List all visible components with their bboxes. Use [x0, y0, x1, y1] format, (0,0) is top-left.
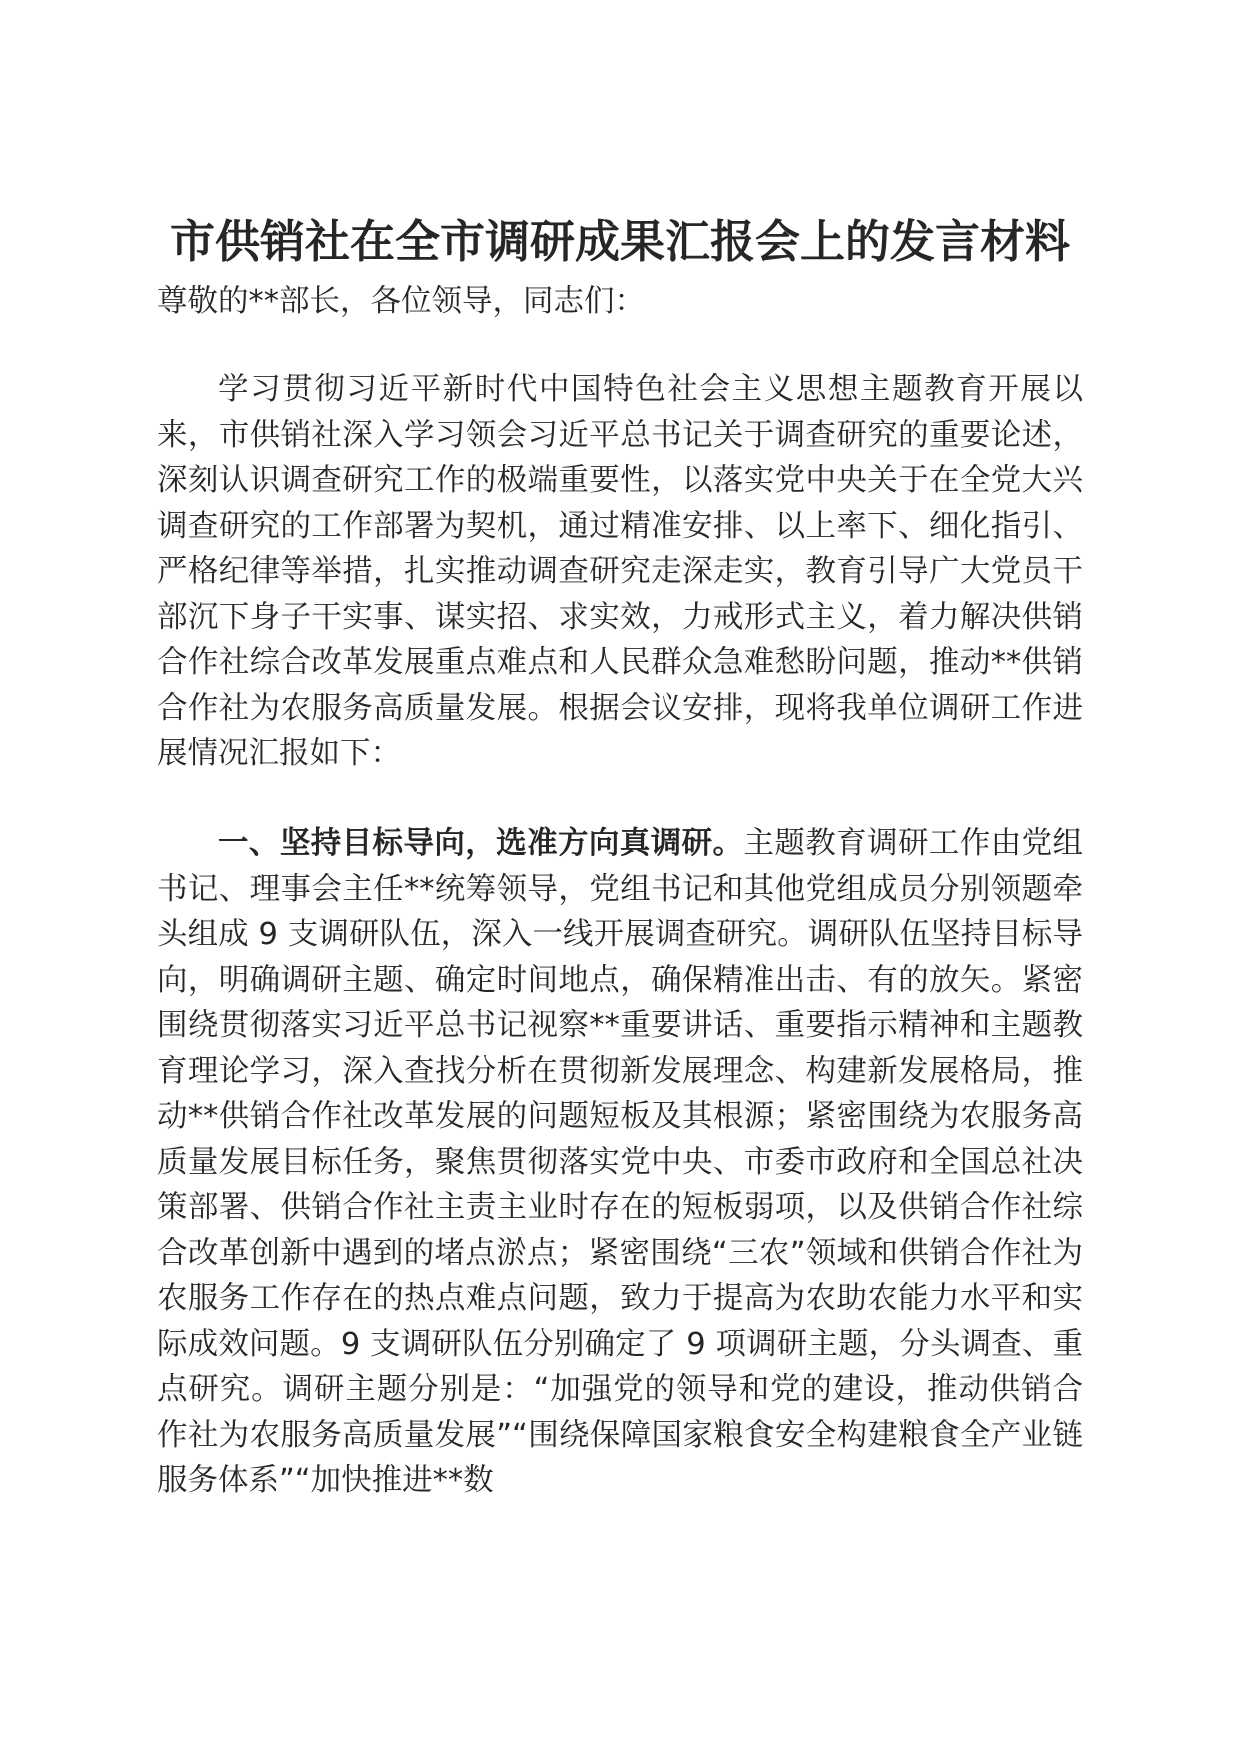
section-one-heading: 一、坚持目标导向，选准方向真调研。: [218, 826, 744, 861]
document-page: [157, 0, 1083, 1754]
intro-paragraph: 学习贯彻习近平新时代中国特色社会主义思想主题教育开展以来，市供销社深入学习领会习近平总书记关于调查研究的重要论述，深刻认识调查研究工作的极端重要性，以落实党中央关于在全党大兴调查研究的工作部署为契机，通过精准安排、以上率下、细化指引、严格纪律等举措，扎实推动调查研究走深走实，教育引导广大党员干部沉下身子干实事、谋实招、求实效，力戒形式主义，着力解决供销合作社综合改革发展重点难点和人民群众急难愁盼问题，推动**供销合作社为农服务高质量发展。根据会议安排，现将我单位调研工作进展情况汇报如下：: [157, 372, 1083, 771]
section-one-paragraph: [157, 821, 1083, 1504]
document-title: 市供销社在全市调研成果汇报会上的发言材料: [169, 215, 1070, 268]
section-one-body: 主题教育调研工作由党组书记、理事会主任**统筹领导，党组书记和其他党组成员分别领题牵头组成 9 支调研队伍，深入一线开展调查研究。调研队伍坚持目标导向，明确调研主题、确定时间地点，确保精准出击、有的放矢。紧密围绕贯彻落实习近平总书记视察**重要讲话、重要指示精神和主题教育理论学习，深入查找分析在贯彻新发展理念、构建新发展格局，推动**供销合作社改革发展的问题短板及其根源；紧密围绕为农服务高质量发展目标任务，聚焦贯彻落实党中央、市委市政府和全国总社决策部署、供销合作社主责主业时存在的短板弱项，以及供销合作社综合改革创新中遇到的堵点淤点；紧密围绕“三农”领域和供销合作社为农服务工作存在的热点难点问题，致力于提高为农助农能力水平和实际成效问题。9 支调研队伍分别确定了 9 项调研主题，分头调查、重点研究。调研主题分别是：“加强党的领导和党的建设，推动供销合作社为农服务高质量发展”“围绕保障国家粮食安全构建粮食全产业链服务体系”“加快推进**数: [157, 826, 1084, 1498]
salutation: 尊敬的**部长，各位领导，同志们：: [157, 284, 645, 319]
